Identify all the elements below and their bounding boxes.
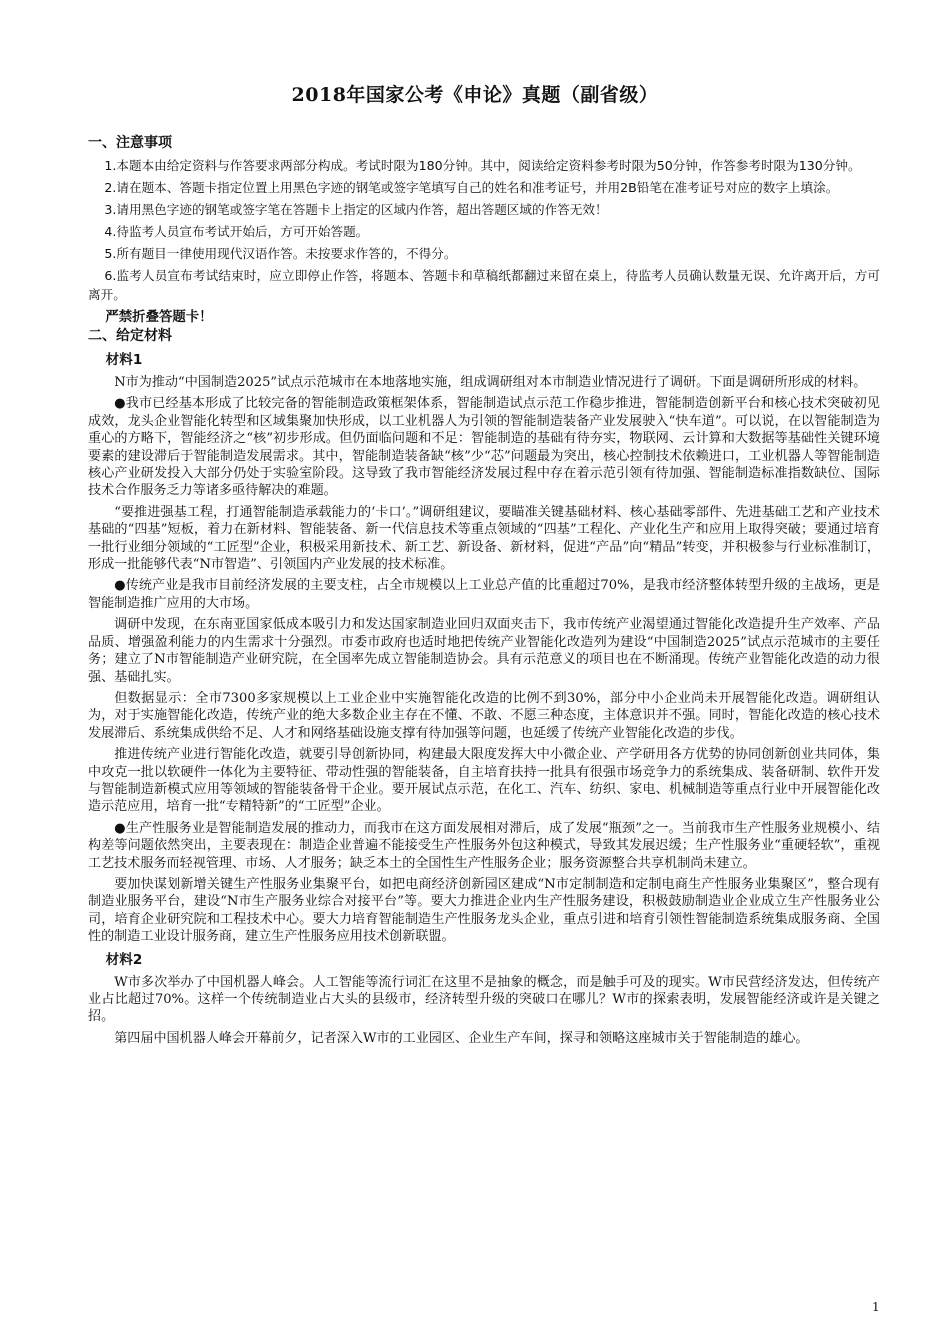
- section-heading-notes: 一、注意事项: [88, 135, 172, 151]
- warning-text: 严禁折叠答题卡！: [105, 310, 213, 325]
- section-heading-materials: 二、给定材料: [88, 328, 172, 344]
- paragraph: 但数据显示：全市7300多家规模以上工业企业中实施智能化改造的比例不到30%，部分中小企业尚未开展智能化改造。调研组认为，对于实施智能化改造，传统产业的绝大多数企业主存在不懂、不敢、不愿三种态度，主体意识并不强。同时，智能化改造的核心技术发展滞后、系统集成供给不足、人才和网络基础设施支撑有待加强等问题，也延缓了传统产业智能化改造的步伐。: [88, 690, 880, 741]
- note-item: 4.待监考人员宣布考试开始后，方可开始答题。: [104, 224, 369, 239]
- note-item: 1.本题本由给定资料与作答要求两部分构成。考试时限为180分钟。其中，阅读给定资料参考时限为50分钟，作答参考时限为130分钟。: [104, 158, 861, 173]
- material-label: 材料2: [105, 951, 143, 968]
- note-item: 2.请在题本、答题卡指定位置上用黑色字迹的钢笔或签字笔填写自己的姓名和准考证号，并用2B铅笔在准考证号对应的数字上填涂。: [104, 180, 839, 195]
- paragraph: 要加快谋划新增关键生产性服务业集聚平台，如把电商经济创新园区建成“N市定制制造和定制电商生产性服务业集聚区”，整合现有制造业服务平台，建设“N市生产服务业综合对接平台”等。要大力推进企业内生产性服务建设，积极鼓励制造业企业成立生产性服务业公司，培育企业研究院和工程技术中心。要大力培育智能制造生产性服务龙头企业，重点引进和培育引领性智能制造系统集成服务商、全国性的制造工业设计服务商，建立生产性服务应用技术创新联盟。: [88, 876, 880, 945]
- paragraph: “要推进强基工程，打通智能制造承载能力的‘卡口’。”调研组建议，要瞄准关键基础材料、核心基础零部件、先进基础工艺和产业技术基础的“四基”短板，着力在新材料、智能装备、新一代信息技术等重点领域的“四基”工程化、产业化生产和应用上取得突破；要通过培育一批行业细分领域的“工匠型”企业，积极采用新技术、新工艺、新设备、新材料，促进“产品”向“精品”转变，并积极参与行业标准制订，形成一批能够代表“N市智造”、引领国内产业发展的技术标准。: [88, 504, 880, 573]
- paragraph: ●我市已经基本形成了比较完备的智能制造政策框架体系，智能制造试点示范工作稳步推进，智能制造创新平台和核心技术突破初见成效，龙头企业智能化转型和区域集聚加快形成，以工业机器人为引领的智能制造装备产业发展驶入“快车道”。可以说，在以智能制造为重心的方略下，智能经济之“核”初步形成。但仍面临问题和不足：智能制造的基础有待夯实，物联网、云计算和大数据等基础性关键环境要素的建设滞后于智能制造发展需求。其中，智能制造装备缺“核”少“芯”问题最为突出，核心控制技术依赖进口，工业机器人等智能制造核心产业研发投入大部分仍处于实验室阶段。这导致了我市智能经济发展过程中存在着示范引领有待加强、智能制造标准指数缺位、国际技术合作服务乏力等诸多亟待解决的难题。: [88, 396, 880, 499]
- note-item: 5.所有题目一律使用现代汉语作答。未按要求作答的，不得分。: [104, 246, 457, 261]
- note-item: 6.监考人员宣布考试结束时，应立即停止作答，将题本、答题卡和草稿纸都翻过来留在桌上，待监考人员确认数量无误、允许离开后，方可离开。: [88, 268, 880, 302]
- document-body: [88, 128, 880, 1047]
- document-title: 2018年国家公考《申论》真题（副省级）: [291, 84, 659, 106]
- material-label: 材料1: [105, 352, 143, 368]
- paragraph: 第四届中国机器人峰会开幕前夕，记者深入W市的工业园区、企业生产车间，探寻和领略这座城市关于智能制造的雄心。: [114, 1030, 809, 1046]
- paragraph: 推进传统产业进行智能化改造，就要引导创新协同，构建最大限度发挥大中小微企业、产学研用各方优势的协同创新创业共同体，集中攻克一批以软硬件一体化为主要特征、带动性强的智能装备，自主培育扶持一批具有很强市场竞争力的系统集成、装备研制、软件开发与智能制造新模式应用等领域的智能装备骨干企业。要开展试点示范，在化工、汽车、纺织、家电、机械制造等重点行业中开展智能化改造示范应用，培育一批“专精特新”的“工匠型”企业。: [88, 747, 880, 815]
- paragraph: ●生产性服务业是智能制造发展的推动力，而我市在这方面发展相对滞后，成了发展“瓶颈”之一。当前我市生产性服务业规模小、结构差等问题依然突出，主要表现在：制造企业普遍不能接受生产性服务外包这种模式，导致其发展迟缓；生产性服务业“重硬轻软”，重视工艺技术服务而轻视管理、市场、人才服务；缺乏本土的全国性生产性服务企业；服务资源整合共享机制尚未建立。: [88, 820, 880, 871]
- paragraph: N市为推动“中国制造2025”试点示范城市在本地落地实施，组成调研组对本市制造业情况进行了调研。下面是调研所形成的材料。: [114, 375, 867, 390]
- page-number: 1: [872, 1300, 880, 1314]
- paragraph: W市多次举办了中国机器人峰会。人工智能等流行词汇在这里不是抽象的概念，而是触手可及的现实。W市民营经济发达，但传统产业占比超过70%。这样一个传统制造业占大头的县级市，经济转型升级的突破口在哪儿？W市的探索表明，发展智能经济或许是关键之招。: [88, 974, 880, 1025]
- note-item: 3.请用黑色字迹的钢笔或签字笔在答题卡上指定的区域内作答，超出答题区域的作答无效！: [104, 202, 608, 217]
- paragraph: 调研中发现，在东南亚国家低成本吸引力和发达国家制造业回归双面夹击下，我市传统产业渴望通过智能化改造提升生产效率、产品品质、增强盈利能力的内生需求十分强烈。市委市政府也适时地把传统产业智能化改造列为建设“中国制造2025”试点示范城市的主要任务；建立了N市智能制造产业研究院，在全国率先成立智能制造协会。具有示范意义的项目也在不断涌现。传统产业智能化改造的动力很强、基础扎实。: [88, 617, 880, 685]
- paragraph: ●传统产业是我市目前经济发展的主要支柱，占全市规模以上工业总产值的比重超过70%，是我市经济整体转型升级的主战场，更是智能制造推广应用的大市场。: [88, 578, 880, 611]
